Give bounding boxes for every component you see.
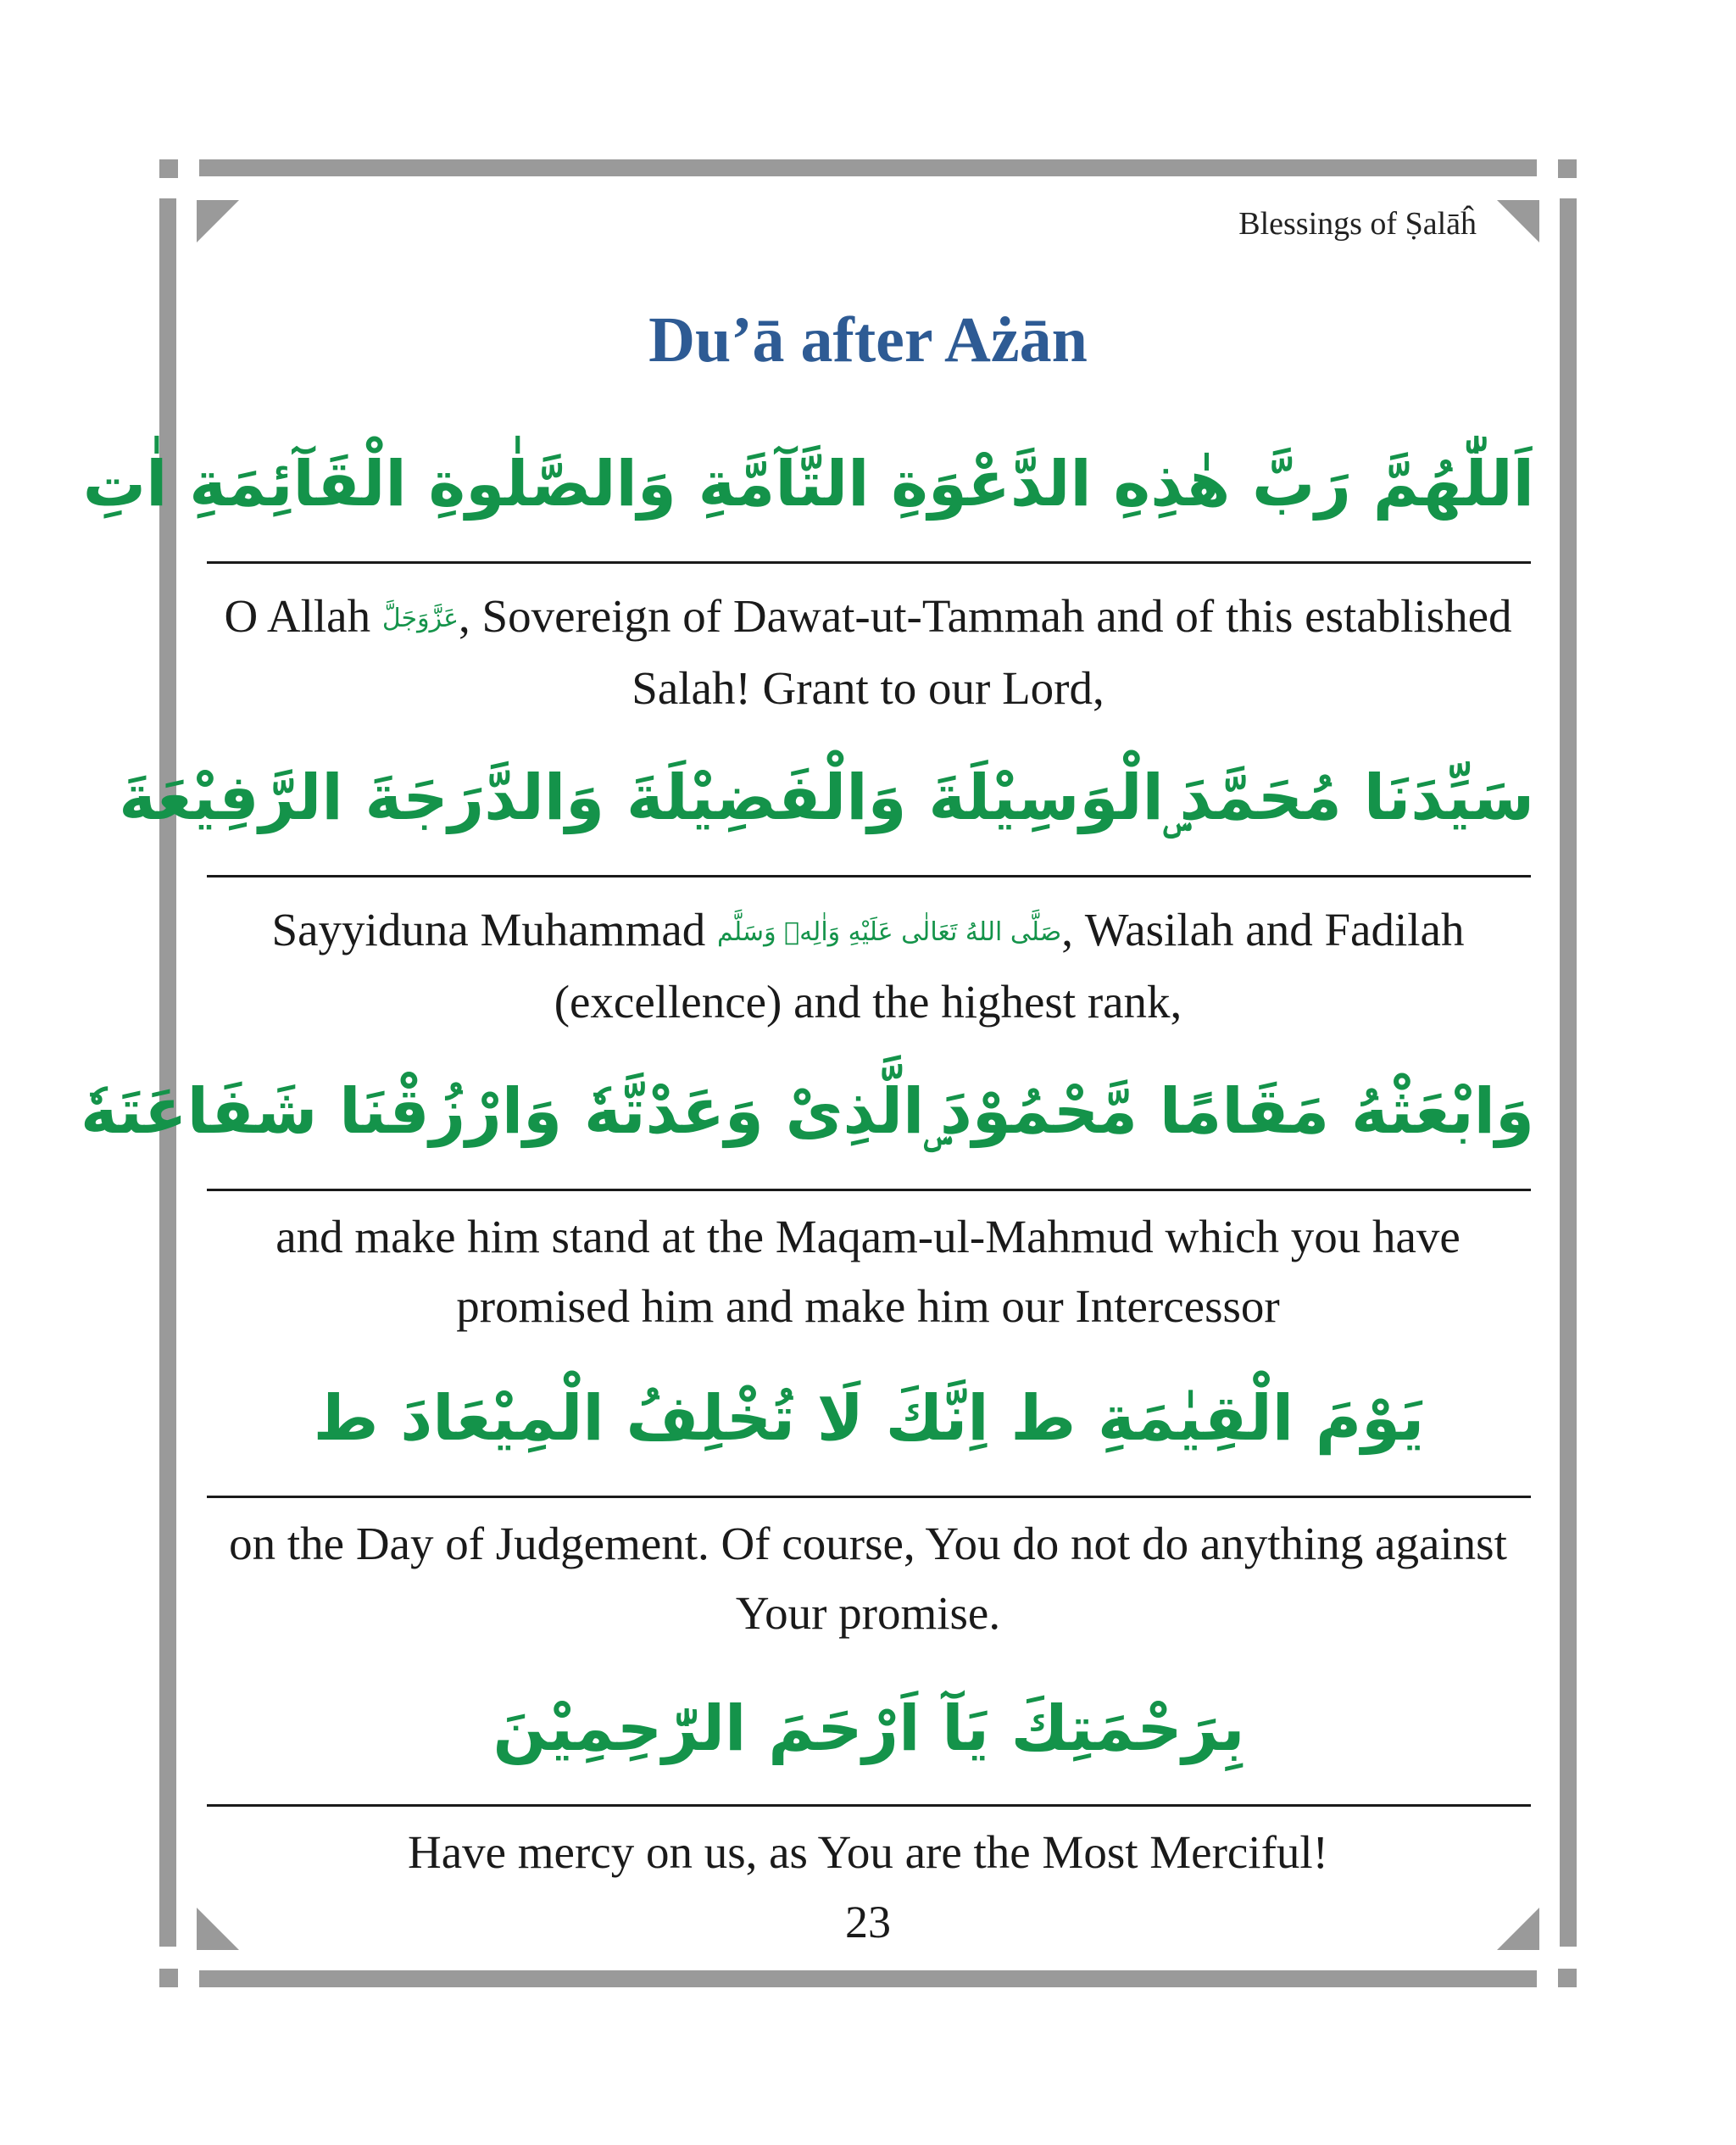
arabic-verse-4: يَوْمَ الْقِيٰمَةِ ط اِنَّكَ لَا تُخْلِفُ الْمِيْعَادَ ط [313, 1382, 1425, 1455]
divider-rule [207, 1189, 1531, 1191]
running-header: Blessings of Ṣalāĥ [1238, 206, 1477, 242]
divider-rule [207, 1496, 1531, 1498]
frame-bottom-bar [199, 1970, 1537, 1987]
arabic-verse-2: سَيِّدَنَا مُحَمَّدَ ۣالْوَسِيْلَةَ وَالْفَضِيْلَةَ وَالدَّرَجَةَ الرَّفِيْعَةَ [119, 761, 1534, 834]
divider-rule [207, 875, 1531, 878]
frame-right-bar [1560, 198, 1577, 1947]
translation-4: on the Day of Judgement. Of course, You do not do anything against Your promise. [229, 1518, 1507, 1639]
frame-corner-square [1558, 159, 1577, 178]
page-title: Du’ā after Ażān [648, 304, 1088, 376]
arabic-verse-3: وَابْعَثْهُ مَقَامًا مَّحْمُوْدَ ۣالَّذِىْ وَعَدْتَّهٗ وَارْزُقْنَا شَفَاعَتَهٗ [80, 1075, 1534, 1148]
frame-corner-square [159, 159, 178, 178]
frame-corner-triangle [1497, 200, 1539, 242]
frame-corner-square [159, 1969, 178, 1987]
arabic-verse-1: اَللّٰهُمَّ رَبَّ هٰذِهِ الدَّعْوَةِ التَّآمَّةِ وَالصَّلٰوةِ الْقَآئِمَةِ اٰتِ [82, 448, 1534, 521]
divider-rule [207, 1804, 1531, 1807]
frame-top-bar [199, 159, 1537, 176]
frame-corner-square [1558, 1969, 1577, 1987]
arabic-verse-5: بِرَحْمَتِكَ يَآ اَرْحَمَ الرّٰحِمِيْنَ [492, 1692, 1245, 1765]
translation-5: Have mercy on us, as You are the Most Merciful! [407, 1826, 1328, 1878]
honorific-glyph: صَلَّى اللهُ تَعَالٰى عَلَيْهِ وَاٰلِهٖ وَسَلَّم [717, 917, 1062, 947]
honorific-glyph: عَزَّوَجَلَّ [381, 604, 459, 633]
translation-3: and make him stand at the Maqam-ul-Mahmud which you have promised him and make him our Intercessor [275, 1211, 1461, 1332]
translation-2: Sayyiduna Muhammad صَلَّى اللهُ تَعَالٰى عَلَيْهِ وَاٰلِهٖ وَسَلَّم, Wasilah and Fadilah (excellence) and the highest rank, [271, 904, 1465, 1028]
divider-rule [207, 561, 1531, 564]
page-number: 23 [845, 1897, 891, 1947]
frame-corner-triangle [197, 200, 239, 242]
translation-1: O Allah عَزَّوَجَلَّ, Sovereign of Dawat-ut-Tammah and of this established Salah! Grant to our Lord, [224, 590, 1512, 714]
